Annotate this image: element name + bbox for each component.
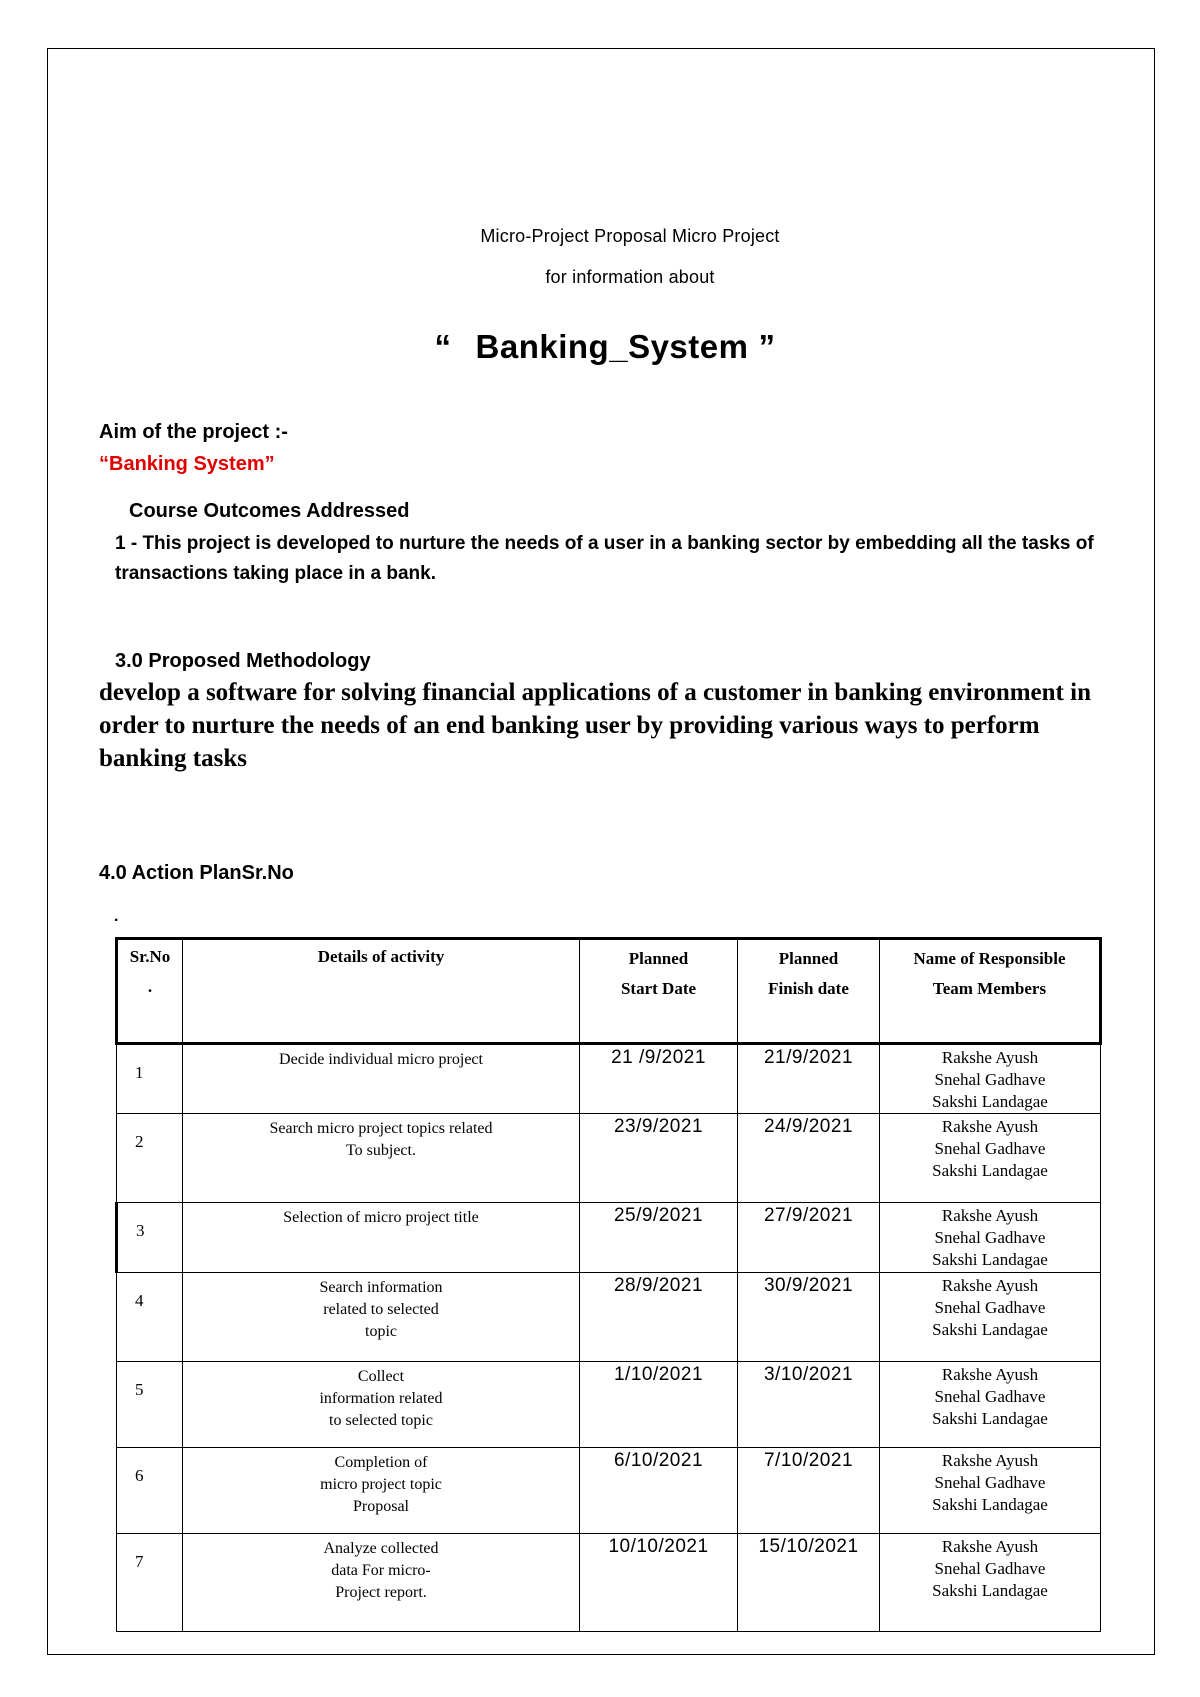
col-header-members (880, 939, 1101, 1044)
cell-finish-date: 30/9/2021 (738, 1273, 880, 1362)
member-name: Sakshi Landagae (932, 1495, 1048, 1514)
member-name: Sakshi Landagae (932, 1161, 1048, 1180)
table-row (117, 1362, 1101, 1448)
cell-srno: 5 (117, 1362, 183, 1448)
aim-value: “Banking System” (99, 453, 275, 475)
cell-members (880, 1203, 1101, 1273)
header-line-1: Micro-Project Proposal Micro Project (480, 226, 780, 246)
cell-srno: 1 (117, 1044, 183, 1114)
title-text: Banking_System (475, 328, 749, 365)
cell-srno: 6 (117, 1448, 183, 1534)
cell-finish-date: 27/9/2021 (738, 1203, 880, 1273)
col-header-members-line1: Name of Responsible (913, 949, 1066, 968)
col-header-start (580, 939, 738, 1044)
member-name: Rakshe Ayush (941, 1537, 1039, 1556)
col-header-finish (738, 939, 880, 1044)
document-title (0, 328, 1200, 366)
member-name: Snehal Gadhave (934, 1473, 1046, 1492)
cell-start-date: 21 /9/2021 (580, 1044, 738, 1114)
member-name: Rakshe Ayush (941, 1365, 1039, 1384)
member-name: Snehal Gadhave (934, 1228, 1046, 1247)
cell-members (880, 1534, 1101, 1632)
aim-label: Aim of the project :- (99, 421, 288, 443)
col-header-details-label: Details of activity (317, 947, 445, 966)
member-name: Rakshe Ayush (941, 1048, 1039, 1067)
member-name: Snehal Gadhave (934, 1070, 1046, 1089)
outcomes-heading: Course Outcomes Addressed (129, 500, 410, 522)
col-header-srno (117, 939, 183, 1044)
member-name: Sakshi Landagae (932, 1409, 1048, 1428)
cell-start-date: 1/10/2021 (580, 1362, 738, 1448)
cell-srno: 2 (117, 1114, 183, 1203)
col-header-start-line1: Planned (628, 949, 689, 968)
outcomes-text: 1 - This project is developed to nurture the needs of a user in a banking sector by embedding all the tasks of transactions taking place in a bank. (115, 533, 1094, 584)
cell-activity: Decide individual micro project (183, 1044, 580, 1114)
col-header-finish-line2: Finish date (768, 979, 849, 998)
member-name: Snehal Gadhave (934, 1387, 1046, 1406)
member-name: Snehal Gadhave (934, 1559, 1046, 1578)
member-name: Sakshi Landagae (932, 1092, 1048, 1111)
cell-members (880, 1044, 1101, 1114)
table-header-row (117, 939, 1101, 1044)
cell-finish-date: 21/9/2021 (738, 1044, 880, 1114)
member-name: Sakshi Landagae (932, 1320, 1048, 1339)
member-name: Rakshe Ayush (941, 1117, 1039, 1136)
cell-members (880, 1114, 1101, 1203)
methodology-heading: 3.0 Proposed Methodology (115, 650, 371, 672)
cell-members (880, 1362, 1101, 1448)
cell-activity: Collect information related to selected topic (183, 1362, 580, 1448)
action-plan-dot: . (114, 908, 119, 925)
cell-start-date: 10/10/2021 (580, 1534, 738, 1632)
cell-activity: Analyze collected data For micro- Project report. (183, 1534, 580, 1632)
table-row (117, 1114, 1101, 1203)
cell-members (880, 1448, 1101, 1534)
table-row (117, 1203, 1101, 1273)
action-plan-table (115, 937, 1102, 1632)
methodology-text: develop a software for solving financial applications of a customer in banking environment in order to nurture the needs of an end banking user by providing various ways to perform banking tasks (99, 679, 1091, 772)
cell-start-date: 25/9/2021 (580, 1203, 738, 1273)
member-name: Snehal Gadhave (934, 1298, 1046, 1317)
title-open-quote: “ (434, 328, 452, 365)
cell-activity: Search micro project topics related To subject. (183, 1114, 580, 1203)
cell-activity: Completion of micro project topic Proposal (183, 1448, 580, 1534)
cell-members (880, 1273, 1101, 1362)
col-header-finish-line1: Planned (778, 949, 839, 968)
member-name: Rakshe Ayush (941, 1206, 1039, 1225)
member-name: Sakshi Landagae (932, 1581, 1048, 1600)
member-name: Rakshe Ayush (941, 1451, 1039, 1470)
cell-srno: 4 (117, 1273, 183, 1362)
cell-finish-date: 15/10/2021 (738, 1534, 880, 1632)
member-name: Sakshi Landagae (932, 1250, 1048, 1269)
col-header-srno-label: Sr.No (129, 947, 171, 966)
table-row (117, 1044, 1101, 1114)
member-name: Snehal Gadhave (934, 1139, 1046, 1158)
col-header-start-line2: Start Date (620, 979, 697, 998)
action-plan-heading: 4.0 Action PlanSr.No (99, 862, 294, 884)
header-line-2: for information about (545, 267, 715, 287)
col-header-details (183, 939, 580, 1044)
col-header-srno-dot: . (147, 977, 153, 996)
table-row (117, 1448, 1101, 1534)
col-header-members-line2: Team Members (932, 979, 1047, 998)
cell-finish-date: 7/10/2021 (738, 1448, 880, 1534)
cell-activity: Selection of micro project title (183, 1203, 580, 1273)
table-row (117, 1273, 1101, 1362)
cell-srno: 3 (117, 1203, 183, 1273)
member-name: Rakshe Ayush (941, 1276, 1039, 1295)
cell-finish-date: 24/9/2021 (738, 1114, 880, 1203)
cell-srno: 7 (117, 1534, 183, 1632)
table-body (117, 1044, 1101, 1632)
cell-start-date: 23/9/2021 (580, 1114, 738, 1203)
cell-start-date: 28/9/2021 (580, 1273, 738, 1362)
cell-start-date: 6/10/2021 (580, 1448, 738, 1534)
title-close-quote: ” (758, 328, 776, 365)
cell-finish-date: 3/10/2021 (738, 1362, 880, 1448)
table-row (117, 1534, 1101, 1632)
cell-activity: Search information related to selected topic (183, 1273, 580, 1362)
